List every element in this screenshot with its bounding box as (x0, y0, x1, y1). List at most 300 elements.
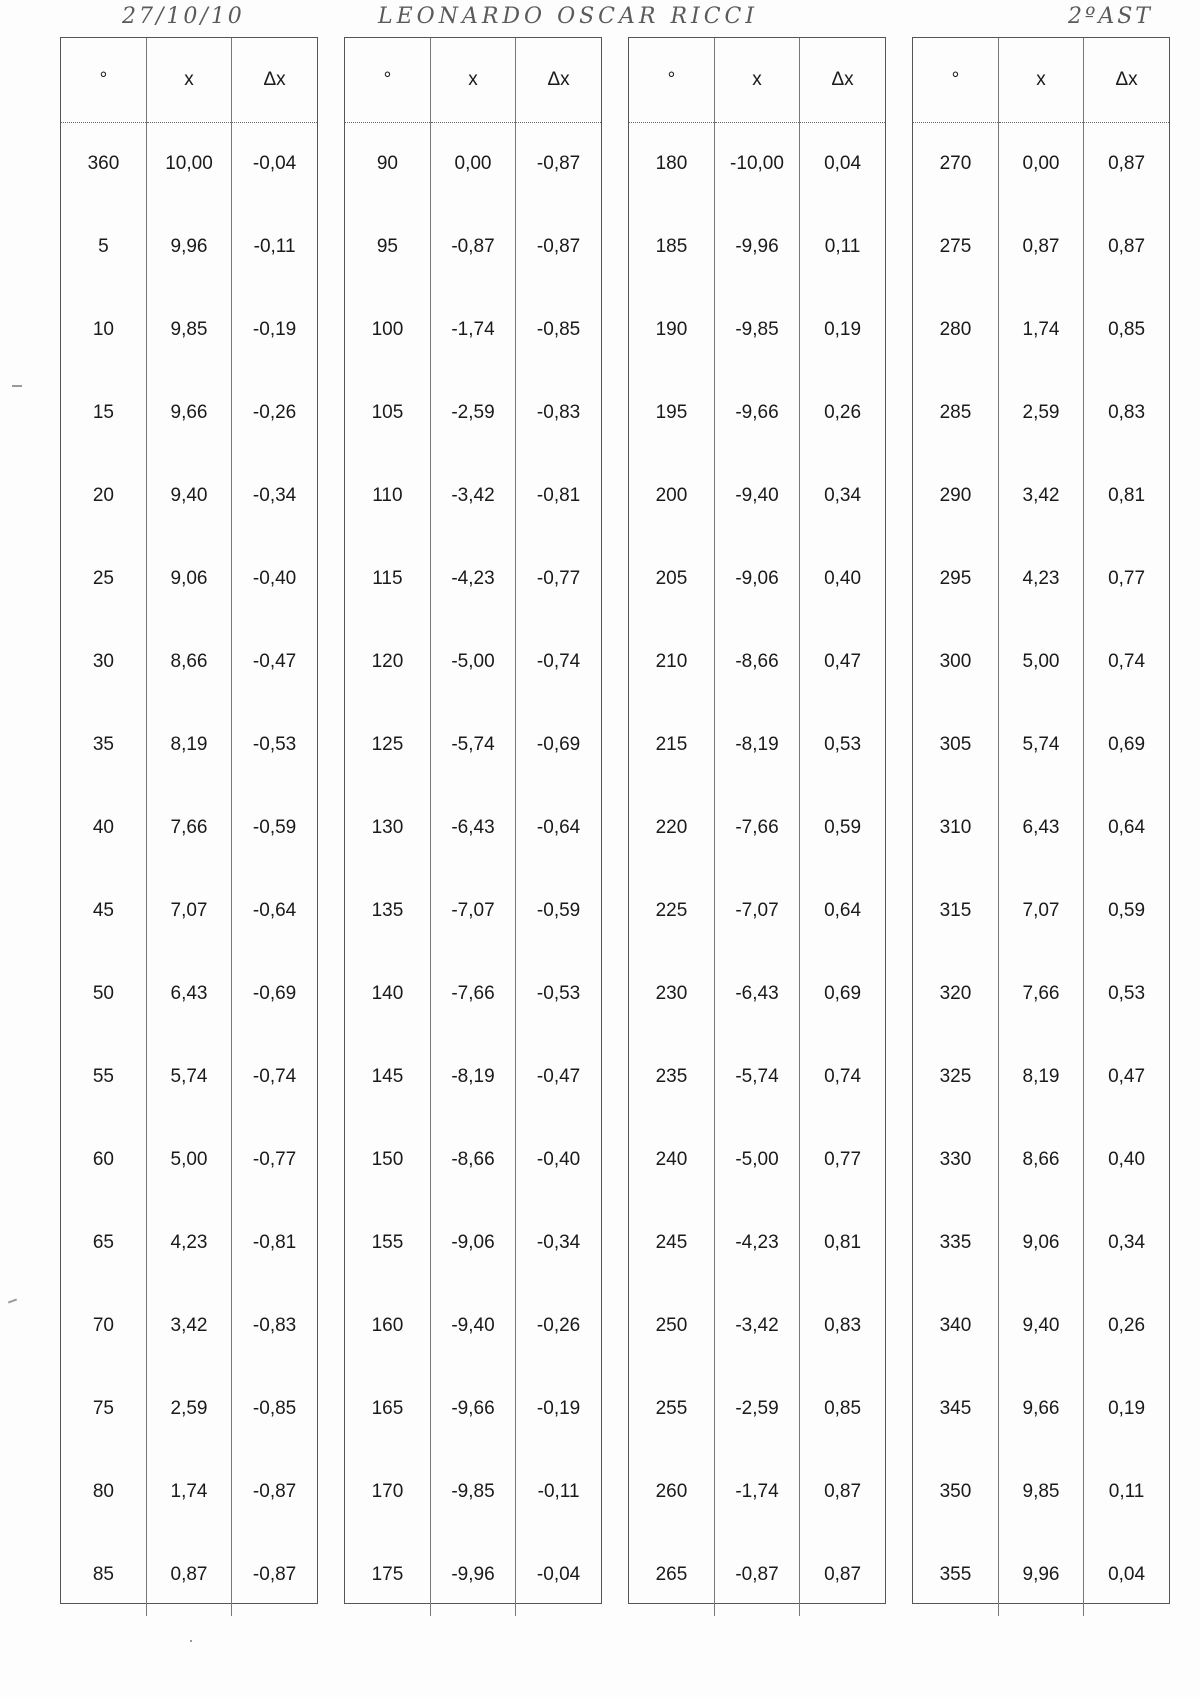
cell-angle: 200 (629, 454, 714, 537)
cell-x: -7,66 (430, 952, 515, 1035)
cell-x: -9,06 (430, 1201, 515, 1284)
cell-x: 9,06 (146, 537, 231, 620)
table-row (913, 1450, 1169, 1533)
cell-delta-x: -0,47 (252, 650, 297, 672)
cell-delta-x: 0,87 (824, 1480, 862, 1502)
cell-angle: 210 (629, 620, 714, 703)
cell-angle: 195 (629, 371, 714, 454)
cell-x: -8,66 (430, 1118, 515, 1201)
cell-angle: 260 (629, 1450, 714, 1533)
cell-angle: 95 (345, 205, 430, 288)
cell-angle: 305 (913, 703, 998, 786)
cell-x: 5,00 (998, 620, 1083, 703)
table-row (629, 952, 885, 1035)
cell-delta-x: 0,47 (824, 650, 862, 672)
column-header-delta-x: Δx (800, 38, 885, 122)
column-header-x: x (146, 38, 231, 122)
cell-delta-x: -0,04 (252, 152, 297, 174)
cell-x: 3,42 (146, 1284, 231, 1367)
table-row (913, 537, 1169, 620)
cell-delta-x: -0,59 (536, 899, 581, 921)
cell-angle: 315 (913, 869, 998, 952)
cell-delta-x: -0,87 (252, 1563, 297, 1585)
table-row (61, 952, 317, 1035)
cell-x: -7,07 (714, 869, 799, 952)
header-row (629, 38, 885, 122)
cell-delta-x: -0,64 (252, 899, 297, 921)
table-row (61, 371, 317, 454)
column-header-delta-x: Δx (1084, 38, 1169, 122)
cell-angle: 245 (629, 1201, 714, 1284)
table-row (629, 703, 885, 786)
cell-delta-x: -0,11 (253, 235, 296, 257)
cell-delta-x: -0,81 (536, 484, 581, 506)
cell-angle: 75 (61, 1367, 146, 1450)
table-row (61, 869, 317, 952)
handwritten-class-code: 2ºAST (1068, 4, 1153, 29)
table-row (913, 869, 1169, 952)
cell-angle: 185 (629, 205, 714, 288)
cell-x: -7,66 (714, 786, 799, 869)
cell-x: -3,42 (430, 454, 515, 537)
column-header-x: x (998, 38, 1083, 122)
cell-x: 9,40 (998, 1284, 1083, 1367)
table-row (913, 952, 1169, 1035)
cell-delta-x: 0,19 (1108, 1397, 1146, 1419)
cell-x: 8,19 (146, 703, 231, 786)
cell-angle: 145 (345, 1035, 430, 1118)
cell-angle: 25 (61, 537, 146, 620)
cell-x: 7,66 (146, 786, 231, 869)
cell-angle: 180 (629, 122, 714, 205)
cell-angle: 345 (913, 1367, 998, 1450)
cell-x: 10,00 (146, 122, 231, 205)
table-row (345, 703, 601, 786)
table-row (629, 288, 885, 371)
cell-x: 0,87 (146, 1533, 231, 1616)
table-row (913, 205, 1169, 288)
cell-delta-x: 0,40 (1108, 1148, 1146, 1170)
cell-angle: 300 (913, 620, 998, 703)
cell-x: -9,66 (430, 1367, 515, 1450)
table-row (629, 1450, 885, 1533)
cell-x: 8,66 (146, 620, 231, 703)
cell-angle: 5 (61, 205, 146, 288)
cell-x: -9,66 (714, 371, 799, 454)
cell-x: 9,66 (998, 1367, 1083, 1450)
cell-x: 8,66 (998, 1118, 1083, 1201)
cell-angle: 135 (345, 869, 430, 952)
cell-angle: 100 (345, 288, 430, 371)
cell-angle: 45 (61, 869, 146, 952)
cell-delta-x: 0,64 (1108, 816, 1146, 838)
cell-delta-x: 0,81 (824, 1231, 862, 1253)
table-row (345, 454, 601, 537)
cell-angle: 330 (913, 1118, 998, 1201)
table-row (345, 952, 601, 1035)
cell-angle: 290 (913, 454, 998, 537)
column-header-x: x (714, 38, 799, 122)
scan-speck (12, 385, 22, 387)
cell-angle: 20 (61, 454, 146, 537)
table-row (61, 1450, 317, 1533)
cell-delta-x: -0,40 (252, 567, 297, 589)
cell-delta-x: -0,59 (252, 816, 297, 838)
cell-x: -6,43 (714, 952, 799, 1035)
table-row (61, 288, 317, 371)
cell-x: -9,96 (430, 1533, 515, 1616)
cell-x: -2,59 (430, 371, 515, 454)
cell-x: -1,74 (714, 1450, 799, 1533)
cell-delta-x: -0,53 (252, 733, 297, 755)
column-header-delta-x: Δx (516, 38, 601, 122)
cell-angle: 230 (629, 952, 714, 1035)
cell-x: 5,74 (998, 703, 1083, 786)
cell-delta-x: -0,19 (536, 1397, 581, 1419)
value-table (345, 38, 601, 1616)
table-row (629, 454, 885, 537)
cell-x: 4,23 (146, 1201, 231, 1284)
cell-x: 9,85 (146, 288, 231, 371)
value-table (61, 38, 317, 1616)
cell-delta-x: 0,69 (824, 982, 862, 1004)
handwritten-name: LEONARDO OSCAR RICCI (378, 4, 759, 29)
cell-x: -9,40 (430, 1284, 515, 1367)
cell-angle: 350 (913, 1450, 998, 1533)
header-row (61, 38, 317, 122)
table-row (345, 620, 601, 703)
cell-delta-x: -0,74 (536, 650, 581, 672)
cell-angle: 70 (61, 1284, 146, 1367)
table-row (629, 205, 885, 288)
column-header-angle: ° (61, 38, 146, 122)
cell-x: -9,40 (714, 454, 799, 537)
table-block-3 (628, 37, 886, 1604)
cell-delta-x: 0,53 (1108, 982, 1146, 1004)
cell-x: 2,59 (998, 371, 1083, 454)
cell-angle: 325 (913, 1035, 998, 1118)
cell-x: 8,19 (998, 1035, 1083, 1118)
table-row (629, 1284, 885, 1367)
cell-delta-x: -0,40 (536, 1148, 581, 1170)
cell-delta-x: -0,26 (536, 1314, 581, 1336)
cell-angle: 265 (629, 1533, 714, 1616)
cell-delta-x: 0,59 (1108, 899, 1146, 921)
cell-angle: 225 (629, 869, 714, 952)
cell-angle: 60 (61, 1118, 146, 1201)
cell-delta-x: -0,85 (252, 1397, 297, 1419)
cell-delta-x: 0,85 (824, 1397, 862, 1419)
cell-angle: 310 (913, 786, 998, 869)
cell-delta-x: -0,87 (252, 1480, 297, 1502)
value-table (629, 38, 885, 1616)
table-row (61, 1367, 317, 1450)
cell-delta-x: 0,77 (824, 1148, 862, 1170)
cell-angle: 65 (61, 1201, 146, 1284)
cell-delta-x: 0,34 (1108, 1231, 1146, 1253)
table-row (345, 288, 601, 371)
cell-x: 3,42 (998, 454, 1083, 537)
cell-x: 6,43 (146, 952, 231, 1035)
table-row (345, 1367, 601, 1450)
cell-delta-x: 0,11 (824, 235, 861, 257)
cell-delta-x: -0,04 (536, 1563, 581, 1585)
cell-delta-x: -0,47 (536, 1065, 581, 1087)
cell-delta-x: -0,19 (252, 318, 297, 340)
header-row (913, 38, 1169, 122)
table-row (345, 1450, 601, 1533)
table-row (913, 1367, 1169, 1450)
cell-angle: 105 (345, 371, 430, 454)
cell-angle: 275 (913, 205, 998, 288)
cell-angle: 85 (61, 1533, 146, 1616)
cell-delta-x: 0,74 (824, 1065, 862, 1087)
cell-x: 1,74 (146, 1450, 231, 1533)
cell-x: 7,66 (998, 952, 1083, 1035)
cell-angle: 205 (629, 537, 714, 620)
table-row (913, 703, 1169, 786)
cell-delta-x: -0,77 (536, 567, 581, 589)
cell-angle: 35 (61, 703, 146, 786)
cell-x: -8,19 (430, 1035, 515, 1118)
table-row (629, 1201, 885, 1284)
cell-x: -6,43 (430, 786, 515, 869)
table-row (61, 122, 317, 205)
cell-angle: 15 (61, 371, 146, 454)
table-row (61, 1284, 317, 1367)
cell-angle: 110 (345, 454, 430, 537)
cell-x: 0,00 (998, 122, 1083, 205)
cell-x: -9,85 (714, 288, 799, 371)
cell-delta-x: -0,85 (536, 318, 581, 340)
table-row (345, 869, 601, 952)
cell-angle: 240 (629, 1118, 714, 1201)
cell-angle: 130 (345, 786, 430, 869)
cell-angle: 335 (913, 1201, 998, 1284)
cell-delta-x: -0,81 (252, 1231, 297, 1253)
table-row (345, 371, 601, 454)
cell-delta-x: -0,34 (536, 1231, 581, 1253)
cell-angle: 360 (61, 122, 146, 205)
table-row (345, 1035, 601, 1118)
cell-angle: 255 (629, 1367, 714, 1450)
cell-delta-x: 0,74 (1108, 650, 1146, 672)
cell-x: -8,66 (714, 620, 799, 703)
cell-angle: 80 (61, 1450, 146, 1533)
cell-delta-x: -0,64 (536, 816, 581, 838)
cell-angle: 190 (629, 288, 714, 371)
table-row (629, 786, 885, 869)
table-row (629, 371, 885, 454)
cell-angle: 165 (345, 1367, 430, 1450)
cell-angle: 40 (61, 786, 146, 869)
column-header-delta-x: Δx (232, 38, 317, 122)
cell-delta-x: -0,83 (252, 1314, 297, 1336)
cell-delta-x: 0,59 (824, 816, 862, 838)
cell-angle: 30 (61, 620, 146, 703)
cell-delta-x: 0,26 (824, 401, 862, 423)
cell-angle: 120 (345, 620, 430, 703)
table-row (345, 1118, 601, 1201)
cell-x: 7,07 (146, 869, 231, 952)
table-block-1 (60, 37, 318, 1604)
cell-x: -10,00 (714, 122, 799, 205)
table-row (629, 1035, 885, 1118)
header-row (345, 38, 601, 122)
table-row (629, 869, 885, 952)
table-row (345, 786, 601, 869)
cell-x: 1,74 (998, 288, 1083, 371)
cell-x: -4,23 (430, 537, 515, 620)
cell-angle: 55 (61, 1035, 146, 1118)
table-row (629, 122, 885, 205)
cell-delta-x: -0,11 (537, 1480, 580, 1502)
table-row (61, 1035, 317, 1118)
table-row (61, 620, 317, 703)
cell-delta-x: -0,77 (252, 1148, 297, 1170)
cell-x: 0,00 (430, 122, 515, 205)
cell-x: -2,59 (714, 1367, 799, 1450)
cell-angle: 355 (913, 1533, 998, 1616)
value-table (913, 38, 1169, 1616)
cell-x: -4,23 (714, 1201, 799, 1284)
cell-x: -9,06 (714, 537, 799, 620)
table-row (345, 1201, 601, 1284)
column-header-x: x (430, 38, 515, 122)
cell-angle: 250 (629, 1284, 714, 1367)
cell-x: 6,43 (998, 786, 1083, 869)
cell-angle: 150 (345, 1118, 430, 1201)
table-row (61, 703, 317, 786)
cell-angle: 215 (629, 703, 714, 786)
cell-angle: 90 (345, 122, 430, 205)
cell-delta-x: 0,11 (1108, 1480, 1145, 1502)
cell-delta-x: -0,26 (252, 401, 297, 423)
cell-angle: 155 (345, 1201, 430, 1284)
cell-x: -1,74 (430, 288, 515, 371)
cell-delta-x: -0,87 (536, 152, 581, 174)
cell-delta-x: 0,64 (824, 899, 862, 921)
cell-angle: 295 (913, 537, 998, 620)
cell-angle: 270 (913, 122, 998, 205)
cell-angle: 220 (629, 786, 714, 869)
cell-angle: 320 (913, 952, 998, 1035)
cell-delta-x: -0,69 (536, 733, 581, 755)
table-row (61, 537, 317, 620)
cell-x: -8,19 (714, 703, 799, 786)
table-row (61, 786, 317, 869)
cell-angle: 340 (913, 1284, 998, 1367)
cell-delta-x: 0,19 (824, 318, 862, 340)
cell-angle: 170 (345, 1450, 430, 1533)
cell-angle: 115 (345, 537, 430, 620)
cell-x: 9,06 (998, 1201, 1083, 1284)
cell-x: 9,40 (146, 454, 231, 537)
table-row (345, 122, 601, 205)
cell-angle: 280 (913, 288, 998, 371)
cell-x: -0,87 (714, 1533, 799, 1616)
handwritten-date: 27/10/10 (122, 4, 245, 29)
table-row (61, 1533, 317, 1616)
cell-x: 9,85 (998, 1450, 1083, 1533)
cell-delta-x: 0,53 (824, 733, 862, 755)
cell-angle: 140 (345, 952, 430, 1035)
cell-x: 5,74 (146, 1035, 231, 1118)
cell-delta-x: 0,40 (824, 567, 862, 589)
cell-delta-x: -0,53 (536, 982, 581, 1004)
cell-delta-x: 0,87 (1108, 235, 1146, 257)
cell-delta-x: 0,85 (1108, 318, 1146, 340)
cell-angle: 125 (345, 703, 430, 786)
table-row (61, 205, 317, 288)
cell-delta-x: 0,47 (1108, 1065, 1146, 1087)
cell-delta-x: 0,04 (824, 152, 862, 174)
cell-x: -5,74 (430, 703, 515, 786)
cell-delta-x: 0,34 (824, 484, 862, 506)
cell-delta-x: 0,04 (1108, 1563, 1146, 1585)
cell-delta-x: -0,34 (252, 484, 297, 506)
scan-speck (190, 1640, 192, 1642)
cell-angle: 50 (61, 952, 146, 1035)
cell-x: -7,07 (430, 869, 515, 952)
column-header-angle: ° (345, 38, 430, 122)
table-row (913, 1284, 1169, 1367)
cell-delta-x: 0,26 (1108, 1314, 1146, 1336)
table-row (345, 205, 601, 288)
cell-angle: 175 (345, 1533, 430, 1616)
table-row (629, 1118, 885, 1201)
cell-delta-x: 0,81 (1108, 484, 1146, 506)
cell-x: -9,85 (430, 1450, 515, 1533)
cell-delta-x: -0,69 (252, 982, 297, 1004)
table-row (345, 1533, 601, 1616)
table-row (61, 454, 317, 537)
table-block-2 (344, 37, 602, 1604)
cell-x: 2,59 (146, 1367, 231, 1450)
column-header-angle: ° (913, 38, 998, 122)
table-row (913, 1201, 1169, 1284)
cell-x: -0,87 (430, 205, 515, 288)
table-row (913, 371, 1169, 454)
cell-delta-x: -0,74 (252, 1065, 297, 1087)
cell-delta-x: 0,87 (824, 1563, 862, 1585)
table-row (913, 1035, 1169, 1118)
cell-x: 4,23 (998, 537, 1083, 620)
cell-delta-x: 0,77 (1108, 567, 1146, 589)
table-row (913, 620, 1169, 703)
table-row (629, 1367, 885, 1450)
cell-angle: 285 (913, 371, 998, 454)
table-row (913, 1533, 1169, 1616)
cell-x: 9,66 (146, 371, 231, 454)
table-row (913, 288, 1169, 371)
cell-x: 0,87 (998, 205, 1083, 288)
cell-x: 7,07 (998, 869, 1083, 952)
cell-delta-x: 0,83 (1108, 401, 1146, 423)
cell-x: -5,00 (430, 620, 515, 703)
cell-angle: 235 (629, 1035, 714, 1118)
cell-delta-x: 0,87 (1108, 152, 1146, 174)
cell-x: -9,96 (714, 205, 799, 288)
table-row (629, 620, 885, 703)
table-row (629, 1533, 885, 1616)
table-row (345, 1284, 601, 1367)
cell-delta-x: -0,87 (536, 235, 581, 257)
table-row (913, 1118, 1169, 1201)
table-row (345, 537, 601, 620)
cell-x: 9,96 (998, 1533, 1083, 1616)
cell-x: -3,42 (714, 1284, 799, 1367)
